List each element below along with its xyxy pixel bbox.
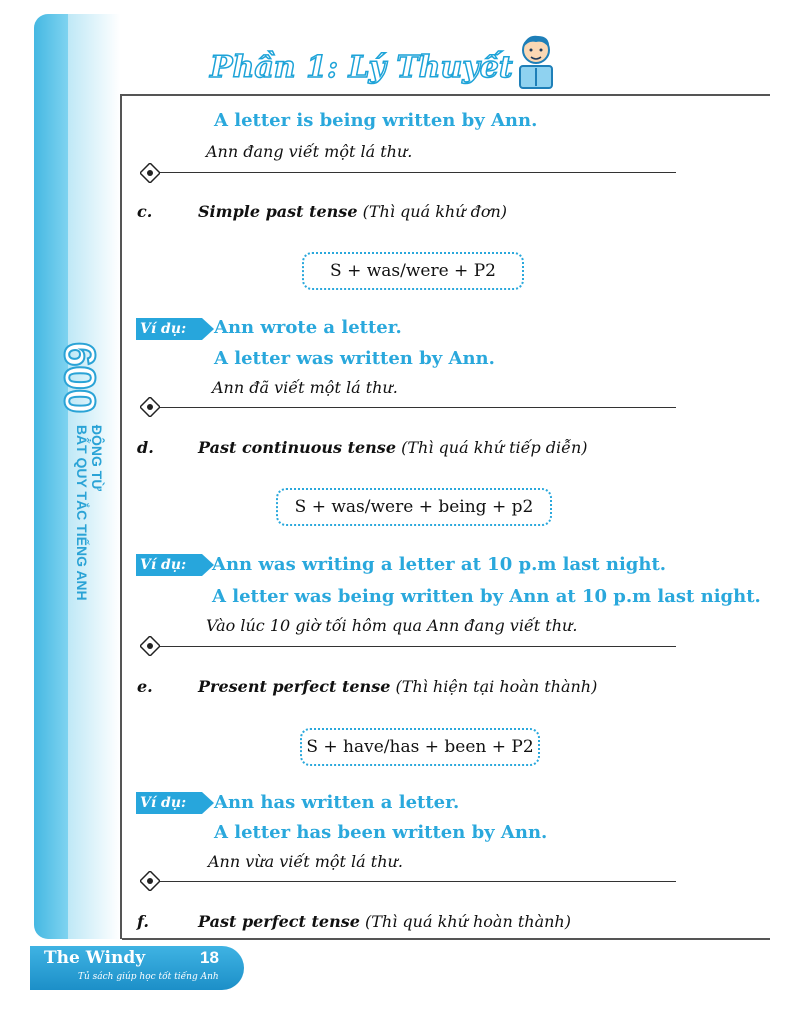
section-d-letter: d. <box>137 438 154 457</box>
separator-line <box>160 881 676 882</box>
top-example-translation: Ann đang viết một lá thư. <box>206 142 413 161</box>
section-e-active: Ann has written a letter. <box>214 792 460 813</box>
section-e-translation: Ann vừa viết một lá thư. <box>208 852 403 871</box>
diamond-bullet-icon <box>140 163 160 183</box>
separator-line <box>160 646 676 647</box>
section-c-vi: (Thì quá khứ đơn) <box>362 202 507 221</box>
frame-bottom-border <box>122 938 770 940</box>
separator-line <box>160 407 676 408</box>
frame-top-border <box>120 94 770 96</box>
section-e-vi: (Thì hiện tại hoàn thành) <box>395 677 598 696</box>
section-d-vi: (Thì quá khứ tiếp diễn) <box>401 438 588 457</box>
frame-left-border <box>120 94 122 939</box>
spine-line-2: BẤT QUY TẮC TIẾNG ANH <box>74 424 90 601</box>
footer-subtitle: Tủ sách giúp học tốt tiếng Anh <box>78 972 219 982</box>
footer-brand: The Windy <box>44 948 146 968</box>
diamond-bullet-icon <box>140 397 160 417</box>
spine-title <box>54 342 104 601</box>
footer-banner <box>30 946 244 990</box>
top-example-passive: A letter is being written by Ann. <box>214 110 538 131</box>
section-e-passive: A letter has been written by Ann. <box>214 822 548 843</box>
section-f-vi: (Thì quá khứ hoàn thành) <box>364 912 571 931</box>
section-d-heading <box>198 438 588 457</box>
section-c-active: Ann wrote a letter. <box>214 317 402 338</box>
section-d-active: Ann was writing a letter at 10 p.m last night. <box>212 554 667 575</box>
formula-box-d: S + was/were + being + p2 <box>276 488 552 526</box>
page-title: Phần 1: Lý Thuyết <box>210 50 513 85</box>
section-c-heading <box>198 202 507 221</box>
example-label-e: Ví dụ: <box>136 792 202 814</box>
section-d-passive: A letter was being written by Ann at 10 p.m last night. <box>212 586 761 607</box>
boy-reading-icon <box>512 30 560 92</box>
example-label-c: Ví dụ: <box>136 318 202 340</box>
diamond-bullet-icon <box>140 636 160 656</box>
formula-box-c: S + was/were + P2 <box>302 252 524 290</box>
spine-line-1: ĐỘNG TỪ <box>89 424 105 491</box>
section-f-heading <box>198 912 571 931</box>
section-e-tense: Present perfect tense <box>198 677 391 696</box>
section-c-tense: Simple past tense <box>198 202 358 221</box>
section-c-translation: Ann đã viết một lá thư. <box>212 378 398 397</box>
spine-number: 600 <box>55 342 104 413</box>
section-e-heading <box>198 677 597 696</box>
example-label-d: Ví dụ: <box>136 554 202 576</box>
section-c-letter: c. <box>137 202 153 221</box>
formula-box-e: S + have/has + been + P2 <box>300 728 540 766</box>
section-d-translation: Vào lúc 10 giờ tối hôm qua Ann đang viết thư. <box>206 616 578 635</box>
section-f-letter: f. <box>137 912 149 931</box>
spine-lines <box>74 425 104 601</box>
section-e-letter: e. <box>137 677 153 696</box>
section-d-tense: Past continuous tense <box>198 438 396 457</box>
section-c-passive: A letter was written by Ann. <box>214 348 495 369</box>
separator-line <box>160 172 676 173</box>
diamond-bullet-icon <box>140 871 160 891</box>
page-number: 18 <box>200 948 219 967</box>
section-f-tense: Past perfect tense <box>198 912 360 931</box>
